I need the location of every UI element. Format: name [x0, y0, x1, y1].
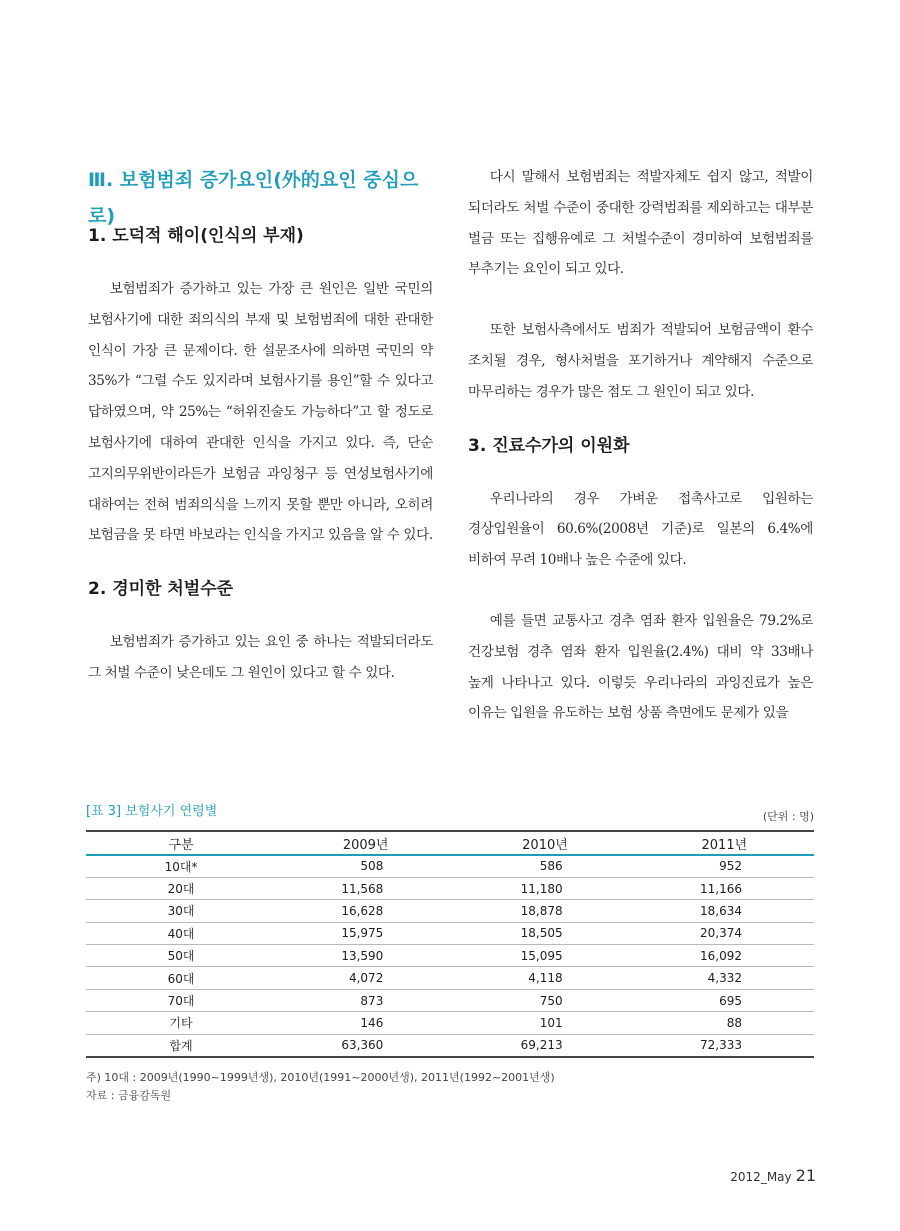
- cell-2010: 101: [455, 1012, 634, 1034]
- table-footnote: 주) 10대 : 2009년(1990~1999년생), 2010년(1991~2000년생), 2011년(1992~2001년생): [86, 1071, 555, 1084]
- subsection-title-2: 2. 경미한 처벌수준: [88, 579, 234, 600]
- cell-2009: 15,975: [276, 922, 455, 944]
- paragraph-insurer-side: 또한 보험사측에서도 범죄가 적발되어 보험금액이 환수 조치될 경우, 형사처벌을 포기하거나 계약해지 수준으로 마무리하는 경우가 많은 점도 그 원인이 되고 있다.: [468, 322, 813, 400]
- cell-2011: 20,374: [635, 922, 814, 944]
- cell-2009: 63,360: [276, 1034, 455, 1056]
- paragraph-punishment-detail: 다시 말해서 보험범죄는 적발자체도 쉽지 않고, 적발이 되더라도 처벌 수준이 중대한 강력범죄를 제외하고는 대부분 벌금 또는 집행유예로 그 처벌수준이 경미하여 보험범죄를 부추기는 요인이 되고 있다.: [468, 169, 813, 278]
- cell-2011: 4,332: [635, 967, 814, 989]
- cell-2010: 69,213: [455, 1034, 634, 1056]
- table-header-row: [86, 831, 814, 855]
- row-label: 40대: [86, 922, 276, 944]
- table-row: [86, 922, 814, 944]
- table-row: [86, 967, 814, 989]
- table-notes: [86, 1069, 555, 1105]
- cell-2011: 88: [635, 1012, 814, 1034]
- row-label: 합계: [86, 1034, 276, 1056]
- cell-2010: 11,180: [455, 877, 634, 899]
- header-2009: 2009년: [276, 831, 455, 855]
- cell-2010: 18,878: [455, 900, 634, 922]
- cell-2011: 11,166: [635, 877, 814, 899]
- table-unit: (단위 : 명): [762, 810, 814, 823]
- page-footer: [730, 1166, 816, 1185]
- cell-2011: 952: [635, 855, 814, 877]
- cell-2009: 146: [276, 1012, 455, 1034]
- cell-2011: 72,333: [635, 1034, 814, 1056]
- left-column: [88, 162, 433, 689]
- cell-2009: 508: [276, 855, 455, 877]
- row-label: 10대*: [86, 855, 276, 877]
- table-row: [86, 989, 814, 1011]
- cell-2010: 586: [455, 855, 634, 877]
- subsection-title-3: 3. 진료수가의 이원화: [468, 435, 630, 456]
- paragraph-overtreatment: 예를 들면 교통사고 경추 염좌 환자 입원율은 79.2%로 건강보험 경추 염좌 환자 입원율(2.4%) 대비 약 33배나 높게 나타나고 있다. 이렇듯 우리나라의 과잉진료가 높은 이유는 입원을 유도하는 보험 상품 측면에도 문제가 있을: [468, 612, 813, 722]
- section-title: Ⅲ. 보험범죄 증가요인(外的요인 중심으로): [88, 169, 419, 227]
- subsection-title-1: 1. 도덕적 해이(인식의 부재): [88, 226, 304, 246]
- table-total-row: [86, 1034, 814, 1056]
- table-row: [86, 945, 814, 967]
- insurance-fraud-age-table: [86, 830, 814, 1058]
- cell-2011: 16,092: [635, 945, 814, 967]
- table-row: [86, 877, 814, 899]
- paragraph-light-punishment: 보험범죄가 증가하고 있는 요인 중 하나는 적발되더라도 그 처벌 수준이 낮은데도 그 원인이 있다고 할 수 있다.: [88, 634, 433, 681]
- row-label: 기타: [86, 1012, 276, 1034]
- cell-2009: 4,072: [276, 967, 455, 989]
- table-caption: [표 3] 보험사기 연령별: [86, 804, 218, 819]
- cell-2009: 11,568: [276, 877, 455, 899]
- table-row: [86, 900, 814, 922]
- header-2011: 2011년: [635, 831, 814, 855]
- right-column: [468, 162, 813, 729]
- row-label: 70대: [86, 989, 276, 1011]
- cell-2010: 750: [455, 989, 634, 1011]
- cell-2010: 15,095: [455, 945, 634, 967]
- cell-2010: 18,505: [455, 922, 634, 944]
- cell-2011: 18,634: [635, 900, 814, 922]
- page-number: 21: [795, 1166, 816, 1185]
- cell-2011: 695: [635, 989, 814, 1011]
- header-2010: 2010년: [455, 831, 634, 855]
- paragraph-moral-hazard: 보험범죄가 증가하고 있는 가장 큰 원인은 일반 국민의 보험사기에 대한 죄의식의 부재 및 보험범죄에 대한 관대한 인식이 가장 큰 문제이다. 한 설문조사에 의하면 국민의 약 35%가 “그럴 수도 있지라며 보험사기를 용인”할 수 있다고 답하였으며, 약 25%는 “허위진술도 가능하다”고 할 정도로 보험사기에 대하여 관대한 인식을 가지고 있다. 즉, 단순 고지의무위반이라든가 보험금 과잉청구 등 연성보험사기에 대하여는 전혀 범죄의식을 느끼지 못할 뿐만 아니라, 오히려 보험금을 못 타면 바보라는 인식을 가지고 있음을 알 수 있다.: [88, 281, 433, 544]
- table-source: 자료 : 금융감독원: [86, 1089, 172, 1102]
- row-label: 30대: [86, 900, 276, 922]
- cell-2009: 873: [276, 989, 455, 1011]
- paragraph-hospitalization-rate: 우리나라의 경우 가벼운 접촉사고로 입원하는 경상입원율이 60.6%(2008년 기준)로 일본의 6.4%에 비하여 무려 10배나 높은 수준에 있다.: [468, 490, 813, 569]
- table-row: [86, 1012, 814, 1034]
- table-row: [86, 855, 814, 877]
- cell-2009: 13,590: [276, 945, 455, 967]
- cell-2009: 16,628: [276, 900, 455, 922]
- issue-label: 2012_May: [730, 1170, 792, 1184]
- row-label: 60대: [86, 967, 276, 989]
- row-label: 20대: [86, 877, 276, 899]
- cell-2010: 4,118: [455, 967, 634, 989]
- header-category: 구분: [86, 831, 276, 855]
- row-label: 50대: [86, 945, 276, 967]
